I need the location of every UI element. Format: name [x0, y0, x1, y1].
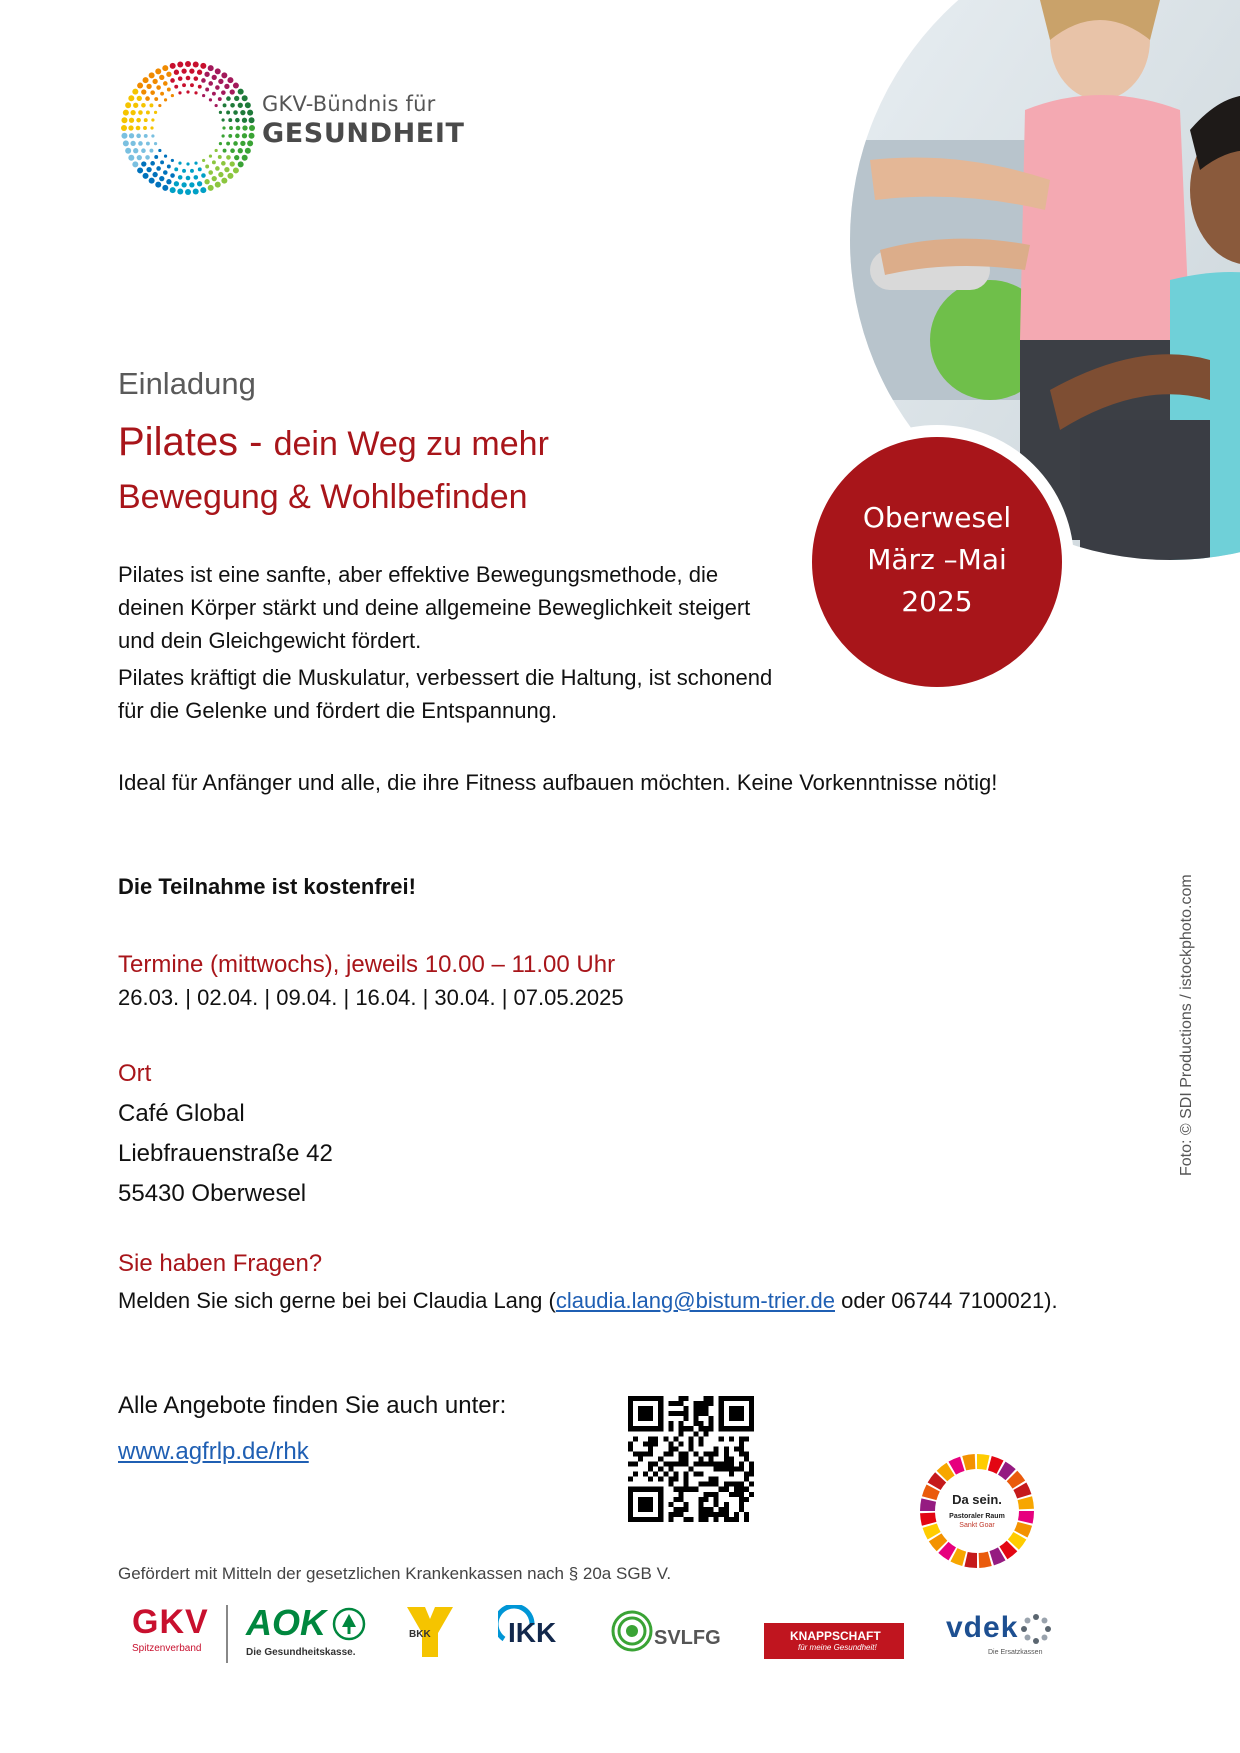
- offers-link[interactable]: www.agfrlp.de/rhk: [118, 1438, 309, 1465]
- questions-heading: Sie haben Fragen?: [118, 1250, 323, 1277]
- dasein-line3: Sankt Goar: [959, 1522, 995, 1529]
- knappschaft-logo: [764, 1623, 904, 1659]
- location-name: Café Global: [118, 1100, 245, 1127]
- dasein-line1: Da sein.: [952, 1492, 1002, 1507]
- bkk-logo-text: BKK: [409, 1629, 431, 1640]
- location-heading: Ort: [118, 1060, 152, 1087]
- vdek-logo-text: vdek: [946, 1611, 1019, 1644]
- ikk-logo: [498, 1605, 572, 1665]
- title-main: Pilates -: [118, 420, 274, 464]
- description-paragraph: [118, 558, 778, 727]
- dasein-line2: Pastoraler Raum: [949, 1513, 1005, 1520]
- knappschaft-logo-sub: für meine Gesundheit!: [798, 1643, 877, 1652]
- vdek-dots-icon: [1018, 1611, 1054, 1647]
- location-street: Liebfrauenstraße 42: [118, 1140, 333, 1167]
- svlfg-logo-text: SVLFG: [654, 1627, 721, 1649]
- title-line1: [118, 420, 549, 465]
- dates-list: 26.03. | 02.04. | 09.04. | 16.04. | 30.04. | 07.05.2025: [118, 985, 624, 1010]
- aok-tree-icon: [332, 1607, 366, 1641]
- vdek-logo: [946, 1605, 1056, 1665]
- qr-code: [628, 1396, 754, 1522]
- contact-email-link[interactable]: claudia.lang@bistum-trier.de: [555, 1288, 835, 1313]
- gkv-logo-sub: Spitzenverband: [132, 1643, 202, 1654]
- free-participation-note: Die Teilnahme ist kostenfrei!: [118, 874, 416, 899]
- svlfg-logo: [610, 1605, 730, 1665]
- svlfg-leaf-icon: [610, 1609, 654, 1653]
- description-part1: Pilates ist eine sanfte, aber effektive Bewegungsmethode, die deinen Körper stärkt und deine allgemeine Beweglichkeit steigert und dein Gleichgewicht fördert.: [118, 562, 751, 653]
- vdek-logo-sub: Die Ersatzkassen: [988, 1649, 1043, 1656]
- location-address: [118, 1094, 333, 1214]
- questions-text-after: oder 06744 7100021).: [834, 1288, 1058, 1313]
- location-city: 55430 Oberwesel: [118, 1180, 307, 1207]
- questions-text: [118, 1284, 1078, 1317]
- logo-line1: GKV-Bündnis für: [262, 92, 436, 116]
- badge-year: 2025: [901, 585, 973, 618]
- aok-logo: [246, 1602, 376, 1665]
- knappschaft-logo-text: KNAPPSCHAFT: [790, 1629, 881, 1643]
- aok-logo-text: AOK: [246, 1602, 326, 1643]
- offers-label: Alle Angebote finden Sie auch unter:: [118, 1392, 507, 1419]
- da-sein-logo: [918, 1452, 1036, 1570]
- gkv-buendnis-logo: [118, 58, 465, 198]
- invitation-label: Einladung: [118, 366, 256, 401]
- badge-location: Oberwesel: [862, 501, 1012, 534]
- dotted-ring-icon: [118, 58, 258, 198]
- badge-months: März –Mai: [867, 543, 1007, 576]
- aok-logo-sub: Die Gesundheitskasse.: [246, 1647, 356, 1658]
- title-rest: dein Weg zu mehr: [273, 425, 549, 463]
- dates-heading: Termine (mittwochs), jeweils 10.00 – 11.00 Uhr: [118, 951, 616, 978]
- funding-note: Gefördert mit Mitteln der gesetzlichen Krankenkassen nach § 20a SGB V.: [118, 1564, 672, 1583]
- title-line2: Bewegung & Wohlbefinden: [118, 478, 528, 516]
- bkk-logo: [405, 1605, 455, 1665]
- ikk-logo-text: IKK: [508, 1617, 557, 1648]
- description-part2: Pilates kräftigt die Muskulatur, verbessert die Haltung, ist schonend für die Gelenke und fördert die Entspannung.: [118, 665, 773, 723]
- logo-line2: GESUNDHEIT: [262, 118, 465, 149]
- gkv-logo-text: GKV: [132, 1603, 209, 1641]
- questions-text-before: Melden Sie sich gerne bei bei Claudia Lang (: [118, 1288, 556, 1313]
- photo-credit: Foto: © SDI Productions / istockphoto.com: [1178, 874, 1195, 1176]
- audience-paragraph: Ideal für Anfänger und alle, die ihre Fitness aufbauen möchten. Keine Vorkenntnisse nötig!: [118, 770, 998, 795]
- date-location-badge: [800, 425, 1074, 699]
- logo-divider: [226, 1605, 228, 1663]
